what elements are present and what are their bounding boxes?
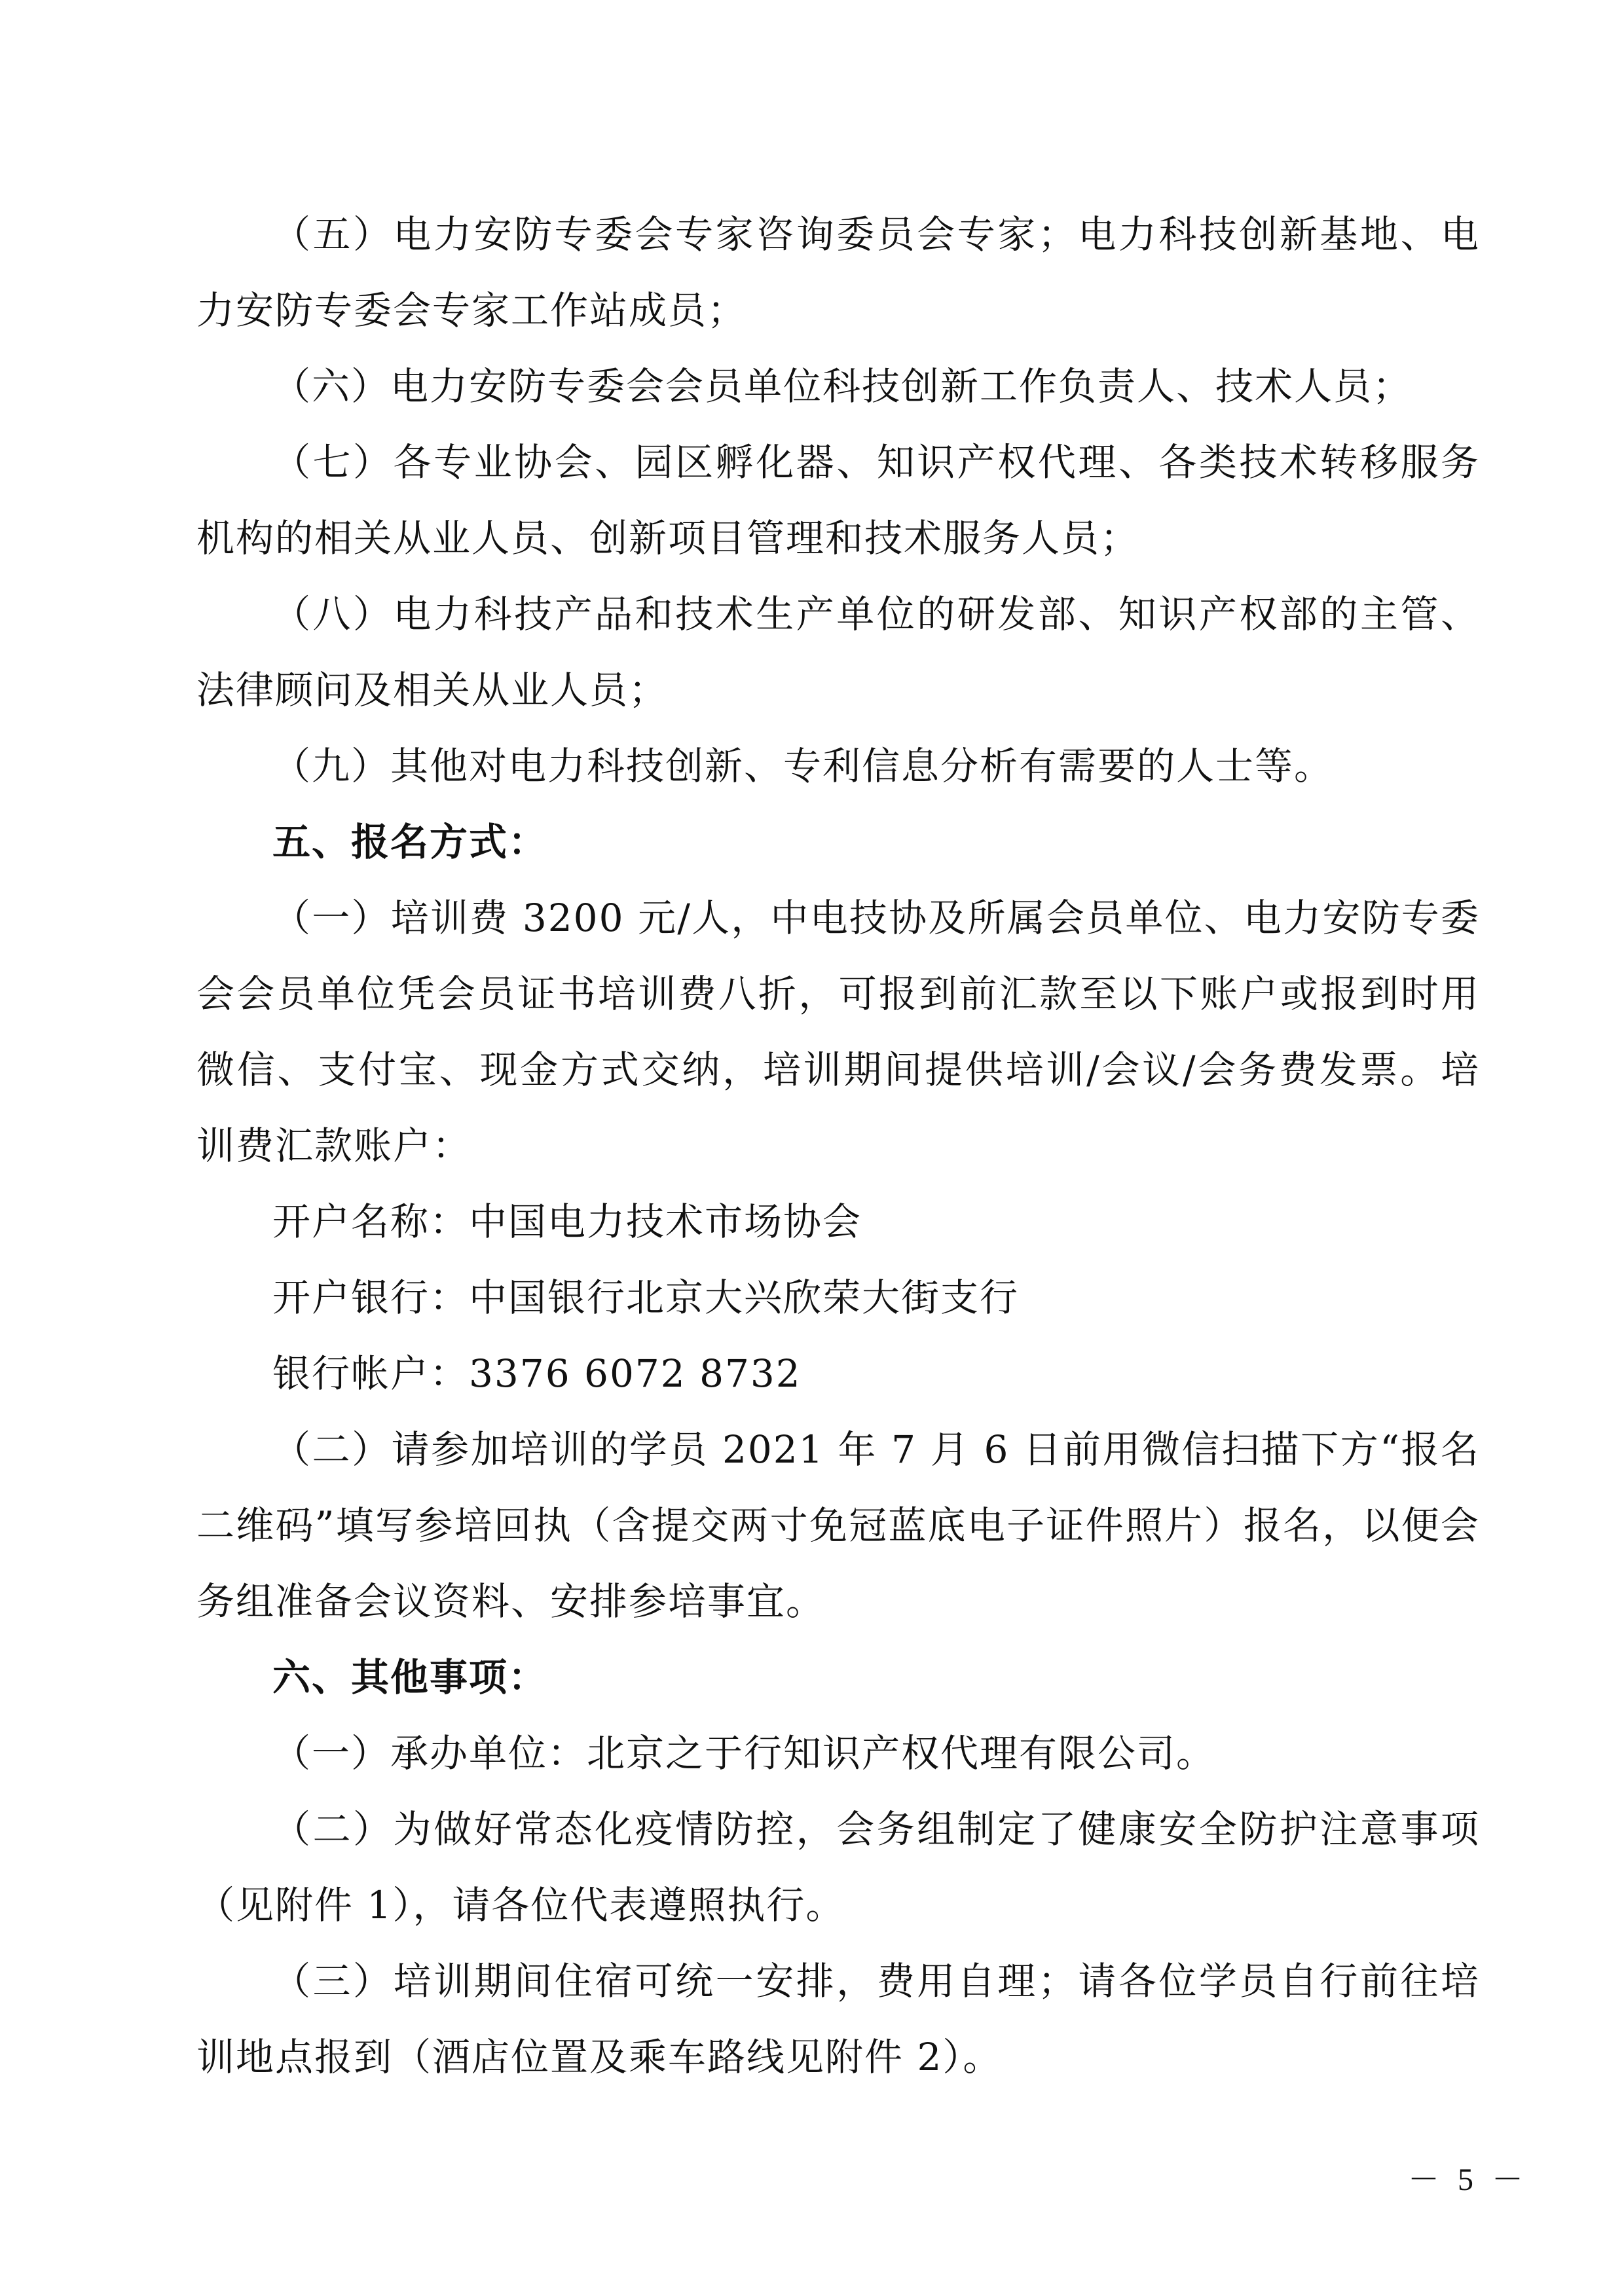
paragraph-organizer: （一）承办单位：北京之于行知识产权代理有限公司。: [272, 1731, 1216, 1776]
paragraph-training-fee: （一）培训费 3200 元/人，中电技协及所属会员单位、电力安防专委会会员单位凭会员证书培训费八折，可报到前汇款至以下账户或报到时用微信、支付宝、现金方式交纳，培训期间提供培训/会议/会务费发票。培训费汇款账户：: [196, 896, 1480, 1168]
paragraph-item-7: （七）各专业协会、园区孵化器、知识产权代理、各类技术转移服务机构的相关从业人员、创新项目管理和技术服务人员；: [196, 440, 1480, 560]
paragraph-accommodation: （三）培训期间住宿可统一安排，费用自理；请各位学员自行前往培训地点报到（酒店位置及乘车路线见附件 2）。: [196, 1959, 1480, 2079]
section-heading-registration: 五、报名方式：: [272, 820, 548, 864]
paragraph-item-8: （八）电力科技产品和技术生产单位的研发部、知识产权部的主管、法律顾问及相关从业人员；: [196, 592, 1480, 712]
paragraph-item-5: （五）电力安防专委会专家咨询委员会专家；电力科技创新基地、电力安防专委会专家工作站成员；: [196, 212, 1480, 333]
account-bank: 开户银行：中国银行北京大兴欣荣大街支行: [272, 1275, 1020, 1320]
paragraph-item-9: （九）其他对电力科技创新、专利信息分析有需要的人士等。: [272, 744, 1334, 788]
section-heading-other-matters: 六、其他事项：: [272, 1655, 548, 1700]
paragraph-item-6: （六）电力安防专委会会员单位科技创新工作负责人、技术人员；: [272, 364, 1412, 409]
document-body: [196, 196, 1480, 2095]
page-number: － 5 －: [1408, 2162, 1529, 2197]
account-number: 银行帐户：3376 6072 8732: [272, 1351, 802, 1396]
paragraph-epidemic-control: （二）为做好常态化疫情防控，会务组制定了健康安全防护注意事项（见附件 1），请各位代表遵照执行。: [196, 1807, 1480, 1927]
paragraph-registration-qr: （二）请参加培训的学员 2021 年 7 月 6 日前用微信扫描下方“报名二维码”填写参培回执（含提交两寸免冠蓝底电子证件照片）报名，以便会务组准备会议资料、安排参培事宜。: [196, 1427, 1480, 1624]
account-name: 开户名称：中国电力技术市场协会: [272, 1199, 862, 1244]
